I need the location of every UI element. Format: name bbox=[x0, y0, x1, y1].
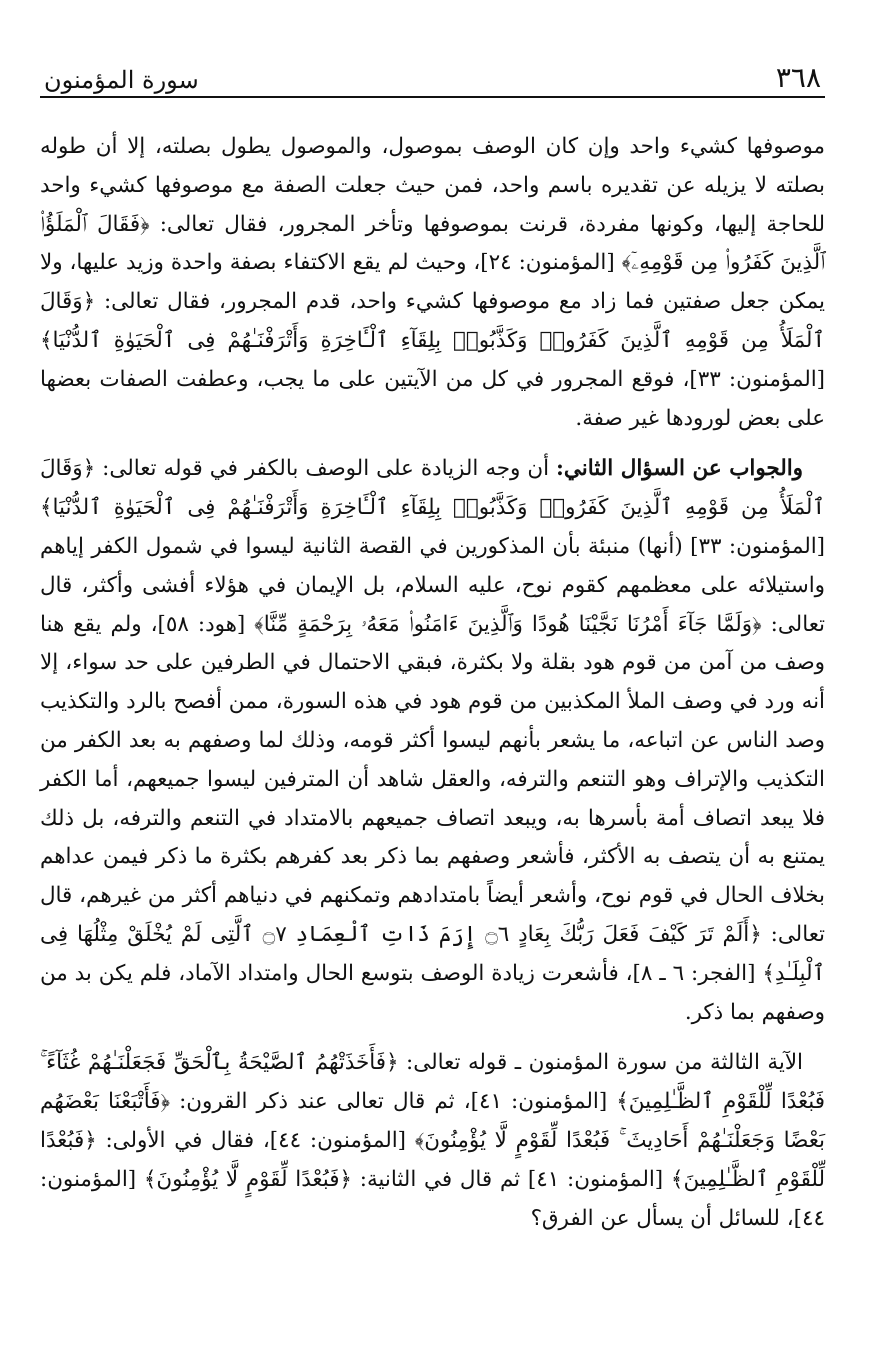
running-title: سورة المؤمنون bbox=[44, 66, 199, 94]
page-number: ٣٦٨ bbox=[775, 61, 821, 94]
paragraph-2-lead: والجواب عن السؤال الثاني: bbox=[556, 456, 803, 482]
paragraph-3 bbox=[40, 1044, 825, 1238]
paragraph-2-text: أن وجه الزيادة على الوصف بالكفر في قوله تعالى: ﴿وَقَالَ ٱلْمَلَأُ مِن قَوْمِهِ ٱلَّذِينَ كَفَرُوا۟ وَكَذَّبُوا۟ بِلِقَآءِ ٱلْـَٔاخِرَةِ وَأَتْرَفْنَـٰهُمْ فِى ٱلْحَيَوٰةِ ٱلدُّنْيَا﴾ [المؤمنون: ٣٣] (أنها) منبئة بأن المذكورين في القصة الثانية ليسوا في شمول الكفر إياهم واستيلائه على معظمهم كقوم نوح، عليه السلام، بل الإيمان في هؤلاء أفشى وأكثر، قال تعالى: ﴿وَلَمَّا جَآءَ أَمْرُنَا نَجَّيْنَا هُودًا وَٱلَّذِينَ ءَامَنُوا۟ مَعَهُۥ بِرَحْمَةٍ مِّنَّا﴾ [هود: ٥٨]، ولم يقع هنا وصف من آمن من قوم هود بقلة ولا بكثرة، فبقي الاحتمال في الطرفين على حد سواء، إلا أنه ورد في وصف الملأ المكذبين من قوم هود في هذه السورة، ممن أفصح بالرد والتكذيب وصد الناس عن اتباعه، ما يشعر بأنهم ليسوا أكثر قومه، وذلك لما وصفهم به بعد الكفر من التكذيب والإتراف وهو التنعم والترفه، والعقل شاهد أن المترفين ليسوا جميعهم، أما الكفر فلا يبعد اتصاف أمة بأسرها به، ويبعد اتصاف جميعهم بالامتداد في التنعم والترفه، بل ذلك يمتنع به أن يتصف به الأكثر، فأشعر وصفهم بما ذكر بعد كفرهم بكثرة ما ذكر فيمن عداهم بخلاف الحال في قوم نوح، وأشعر أيضاً بامتدادهم وتمكنهم في دنياهم أكثر من غيرهم، قال تعالى: ﴿أَلَمْ تَرَ كَيْفَ فَعَلَ رَبُّكَ بِعَادٍ ۝٦ إِرَمَ ذَاتِ ٱلْعِمَادِ ۝٧ ٱلَّتِى لَمْ يُخْلَقْ مِثْلُهَا فِى ٱلْبِلَـٰدِ﴾ [الفجر: ٦ ـ ٨]، فأشعرت زيادة الوصف بتوسع الحال وامتداد الآماد، فلم يكن بد من وصفهم بما ذكر. bbox=[40, 456, 826, 1025]
paragraph-1 bbox=[40, 128, 825, 438]
paragraph-3-text: الآية الثالثة من سورة المؤمنون ـ قوله تعالى: ﴿فَأَخَذَتْهُمُ ٱلصَّيْحَةُ بِٱلْحَقِّ فَجَعَلْنَـٰهُمْ غُثَآءً ۚ فَبُعْدًا لِّلْقَوْمِ ٱلظَّـٰلِمِينَ﴾ [المؤمنون: ٤١]، ثم قال تعالى عند ذكر القرون: ﴿فَأَتْبَعْنَا بَعْضَهُم بَعْضًا وَجَعَلْنَـٰهُمْ أَحَادِيثَ ۚ فَبُعْدًا لِّقَوْمٍ لَّا يُؤْمِنُونَ﴾ [المؤمنون: ٤٤]، فقال في الأولى: ﴿فَبُعْدًا لِّلْقَوْمِ ٱلظَّـٰلِمِينَ﴾ [المؤمنون: ٤١] ثم قال في الثانية: ﴿فَبُعْدًا لِّقَوْمٍ لَّا يُؤْمِنُونَ﴾ [المؤمنون: ٤٤]، للسائل أن يسأل عن الفرق؟ bbox=[40, 1050, 825, 1231]
page-header bbox=[40, 52, 825, 98]
body-text bbox=[40, 128, 825, 1238]
paragraph-1-text: موصوفها كشيء واحد وإن كان الوصف بموصول، والموصول يطول بصلته، إلا أن طوله بصلته لا يزيله عن تقديره باسم واحد، فمن حيث جعلت الصفة مع موصوفها كشيء واحد للحاجة إليها، وكونها مفردة، قرنت بموصوفها وتأخر المجرور، فقال تعالى: ﴿فَقَالَ ٱلْمَلَؤُا۟ ٱلَّذِينَ كَفَرُوا۟ مِن قَوْمِهِۦٓ﴾ [المؤمنون: ٢٤]، وحيث لم يقع الاكتفاء بصفة واحدة وزيد عليها، ولا يمكن جعل صفتين فما زاد مع موصوفها كشيء واحد، قدم المجرور، فقال تعالى: ﴿وَقَالَ ٱلْمَلَأُ مِن قَوْمِهِ ٱلَّذِينَ كَفَرُوا۟ وَكَذَّبُوا۟ بِلِقَآءِ ٱلْـَٔاخِرَةِ وَأَتْرَفْنَـٰهُمْ فِى ٱلْحَيَوٰةِ ٱلدُّنْيَا﴾ [المؤمنون: ٣٣]، فوقع المجرور في كل من الآيتين على ما يجب، وعطفت الصفات بعضها على بعض لورودها غير صفة. bbox=[40, 134, 826, 431]
paragraph-2 bbox=[40, 450, 825, 1032]
